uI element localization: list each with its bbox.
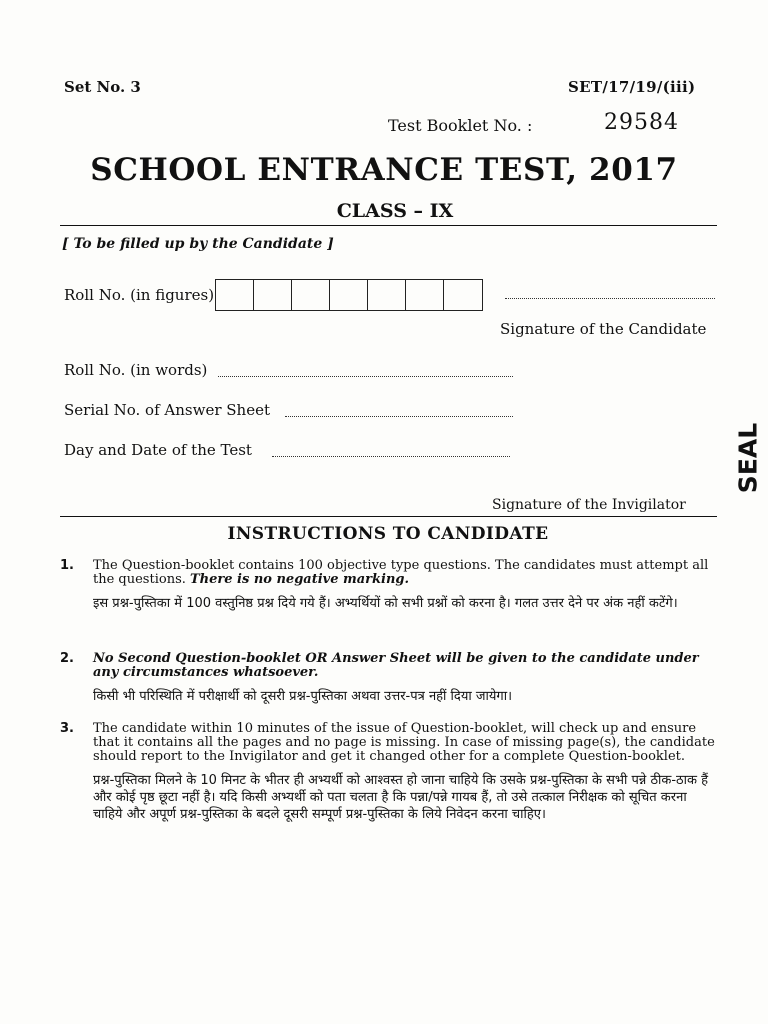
test-booklet-number: 29584 <box>604 110 679 135</box>
instruction-text-hindi: प्रश्न-पुस्तिका मिलने के 10 मिनट के भीतर ही अभ्यर्थी को आश्वस्त हो जाना चाहिये कि उसके प्रश्न-पुस्तिका के सभी पन्ने ठीक-ठाक हैं और कोई पृष्ठ छूटा नहीं है। यदि किसी अभ्यर्थी को पता चलता है कि पन्ना/पन्ने गायब हैं, तो उसे तत्काल निरीक्षक को सूचित करना चाहिये और अपूर्ण प्रश्न-पुस्तिका के बदले दूसरी सम्पूर्ण प्रश्न-पुस्तिका के लिये निवेदन करना चाहिए। <box>93 773 708 822</box>
test-booklet-label: Test Booklet No. : <box>388 116 533 135</box>
instruction-text-normal: The Question-booklet contains 100 objective type questions. The candidates must attempt all the questions. <box>93 558 709 587</box>
page-title: SCHOOL ENTRANCE TEST, 2017 <box>90 152 678 188</box>
roll-words-line[interactable] <box>218 376 513 377</box>
invigilator-signature-label: Signature of the Invigilator <box>492 497 686 513</box>
candidate-signature-line[interactable] <box>505 298 715 299</box>
roll-number-boxes[interactable] <box>215 279 483 311</box>
answer-sheet-serial-line[interactable] <box>285 416 513 417</box>
instruction-text <box>93 722 720 764</box>
answer-sheet-serial-label: Serial No. of Answer Sheet <box>64 401 270 419</box>
divider-top <box>60 225 717 226</box>
instruction-text-emphasis: No Second Question-booklet OR Answer Sheet will be given to the candidate under any circumstances whatsoever. <box>93 651 699 680</box>
instruction-number: 1. <box>60 558 74 573</box>
instruction-number: 2. <box>60 651 74 666</box>
candidate-signature-label: Signature of the Candidate <box>500 320 707 338</box>
class-title: CLASS – IX <box>336 200 454 222</box>
instructions-title: INSTRUCTIONS TO CANDIDATE <box>227 524 549 544</box>
set-number: Set No. 3 <box>64 78 141 96</box>
instruction-text <box>93 652 720 680</box>
roll-digit-box[interactable] <box>406 280 444 310</box>
roll-digit-box[interactable] <box>444 280 482 310</box>
roll-words-label: Roll No. (in words) <box>64 361 208 379</box>
roll-figures-label: Roll No. (in figures) <box>64 286 215 304</box>
roll-digit-box[interactable] <box>330 280 368 310</box>
day-date-line[interactable] <box>272 456 510 457</box>
instruction-text-hindi: किसी भी परिस्थिति में परीक्षार्थी को दूसरी प्रश्न-पुस्तिका अथवा उत्तर-पत्र नहीं दिया जायेगा। <box>93 689 513 704</box>
instruction-text-emphasis: There is no negative marking. <box>190 572 410 587</box>
instruction-item <box>60 559 720 612</box>
instruction-text-normal: The candidate within 10 minutes of the issue of Question-booklet, will check up and ensure that it contains all the pages and no page is missing. In case of missing page(s), the candidate should report to the Invigilator and get it changed other for a complete Question-booklet. <box>93 721 715 764</box>
divider-middle <box>60 516 717 517</box>
instruction-number: 3. <box>60 721 74 736</box>
roll-digit-box[interactable] <box>254 280 292 310</box>
fill-note: [ To be filled up by the Candidate ] <box>62 236 334 252</box>
instruction-item <box>60 722 720 823</box>
roll-digit-box[interactable] <box>368 280 406 310</box>
roll-digit-box[interactable] <box>216 280 254 310</box>
roll-digit-box[interactable] <box>292 280 330 310</box>
set-code: SET/17/19/(iii) <box>568 78 696 96</box>
day-date-label: Day and Date of the Test <box>64 441 252 459</box>
instruction-text-hindi: इस प्रश्न-पुस्तिका में 100 वस्तुनिष्ठ प्रश्न दिये गये हैं। अभ्यर्थियों को सभी प्रश्नों को करना है। गलत उत्तर देने पर अंक नहीं कटेंगे। <box>93 596 678 611</box>
instruction-item <box>60 652 720 705</box>
seal-label: SEAL <box>733 422 763 494</box>
instruction-text <box>93 559 720 587</box>
seal-box <box>724 422 768 494</box>
